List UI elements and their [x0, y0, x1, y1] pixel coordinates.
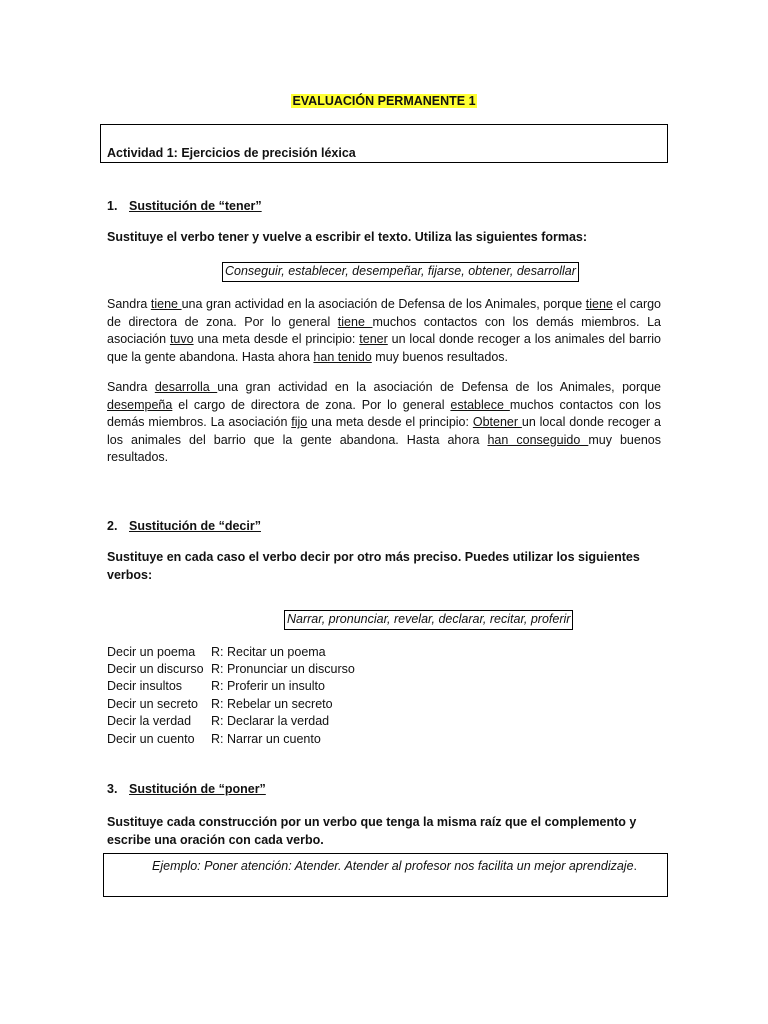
- section1-heading: [107, 198, 262, 216]
- example-period: .: [633, 859, 638, 873]
- list-item: [107, 678, 325, 696]
- section1-instruction: Sustituye el verbo tener y vuelve a escribir el texto. Utiliza las siguientes formas:: [107, 230, 588, 244]
- section1-original-text: [107, 296, 661, 366]
- text-run: un local donde recoger a los animales del barrio que la gente abandona. Hasta ahora: [107, 415, 662, 447]
- answer: R: Pronunciar un discurso: [211, 662, 355, 676]
- example-text: [108, 858, 661, 876]
- underlined-verb: tener: [359, 332, 388, 346]
- phrase: Decir un cuento: [107, 732, 195, 746]
- page-title: [0, 93, 768, 111]
- text-run: muchos contactos con los demás miembros. La asociación: [107, 397, 661, 429]
- list-item: [107, 644, 326, 662]
- underlined-verb: tiene: [337, 314, 373, 329]
- text-run: muy buenos resultados.: [371, 349, 509, 364]
- text-run: el cargo de directora de zona. Por lo general: [172, 397, 451, 412]
- underlined-verb: Obtener: [472, 415, 522, 429]
- text-run: una gran actividad en la asociación de Defensa de los Animales, porque: [181, 297, 586, 311]
- activity-title: Actividad 1: Ejercicios de precisión léxica: [107, 146, 356, 160]
- phrase: Decir insultos: [107, 679, 183, 693]
- underlined-verb: establece: [450, 397, 510, 412]
- text-run: Sandra: [107, 380, 155, 394]
- section1-forms-box: Conseguir, establecer, desempeñar, fijarse, obtener, desarrollar: [222, 262, 579, 282]
- section3-number: 3.: [107, 782, 118, 796]
- example-box: [103, 853, 668, 897]
- activity-box: [100, 124, 668, 163]
- answer: R: Rebelar un secreto: [211, 697, 333, 711]
- underlined-verb: han tenido: [313, 349, 372, 364]
- text-run: muy buenos resultados.: [107, 432, 661, 464]
- answer: R: Proferir un insulto: [211, 679, 325, 693]
- list-item: [107, 696, 333, 714]
- text-run: el cargo de directora de zona. Por lo general: [107, 297, 662, 329]
- underlined-verb: desarrolla: [154, 380, 218, 394]
- section1-heading-label: Sustitución de “tener”: [129, 199, 262, 213]
- section2-heading: [107, 518, 261, 536]
- list-item: [107, 713, 329, 731]
- answer: R: Narrar un cuento: [211, 732, 321, 746]
- answer: R: Declarar la verdad: [211, 714, 330, 728]
- section2-heading-label: Sustitución de “decir”: [129, 519, 261, 533]
- underlined-verb: tiene: [585, 297, 613, 311]
- section3-heading-label: Sustitución de “poner”: [129, 782, 266, 796]
- list-item: [107, 731, 321, 749]
- example-sentence: Ejemplo: Poner atención: Atender. Atender al profesor nos facilita un mejor aprendizaje: [152, 859, 634, 873]
- text-run: una gran actividad en la asociación de Defensa de los Animales, porque: [217, 380, 661, 394]
- phrase: Decir un discurso: [107, 662, 204, 676]
- section1-rewritten-text: [107, 379, 661, 467]
- section2-forms-box: Narrar, pronunciar, revelar, declarar, recitar, proferir: [284, 610, 573, 630]
- section1-number: 1.: [107, 199, 118, 213]
- underlined-verb: tuvo: [169, 332, 194, 346]
- section2-instruction: Sustituye en cada caso el verbo decir por otro más preciso. Puedes utilizar los siguientes verbos:: [107, 550, 640, 582]
- text-run: una meta desde el principio:: [307, 415, 473, 429]
- text-run: una meta desde el principio:: [193, 332, 360, 346]
- list-item: [107, 661, 355, 679]
- text-run: un local donde recoger a los animales del barrio que la gente abandona. Hasta ahora: [107, 332, 661, 364]
- answer: R: Recitar un poema: [211, 645, 326, 659]
- phrase: Decir la verdad: [107, 714, 192, 728]
- underlined-verb: han conseguido: [487, 432, 589, 447]
- text-run: muchos contactos con los demás miembros. La asociación: [107, 314, 661, 346]
- phrase: Decir un poema: [107, 645, 196, 659]
- underlined-verb: tiene: [150, 297, 182, 311]
- section3-heading: [107, 781, 266, 799]
- title-highlight: EVALUACIÓN PERMANENTE 1: [292, 94, 476, 108]
- section2-number: 2.: [107, 519, 118, 533]
- phrase: Decir un secreto: [107, 697, 199, 711]
- underlined-verb: desempeña: [107, 397, 173, 412]
- text-run: Sandra: [107, 297, 151, 311]
- section3-instruction: Sustituye cada construcción por un verbo que tenga la misma raíz que el complemento y escribe una oración con cada verbo.: [107, 815, 637, 847]
- underlined-verb: fijo: [291, 415, 308, 429]
